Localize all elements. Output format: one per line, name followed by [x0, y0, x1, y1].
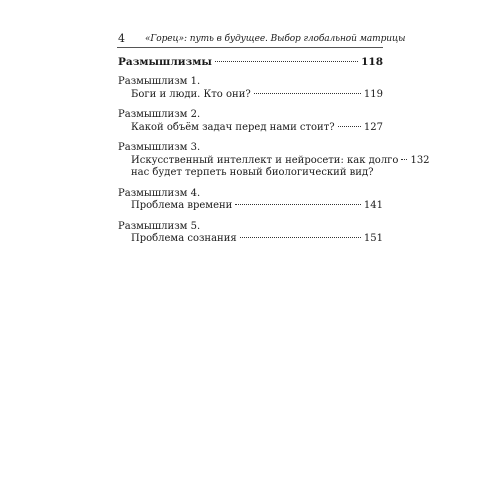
table-of-contents [118, 56, 430, 254]
leader-dots [215, 61, 358, 62]
toc-entry[interactable] [118, 76, 383, 101]
toc-entry[interactable] [118, 109, 383, 134]
entry-page: 127 [363, 121, 383, 133]
entry-title: Боги и люди. Кто они? [131, 88, 251, 100]
entry-title-line: Искусственный интеллект и нейросети: как долго [131, 154, 399, 166]
leader-dots [254, 93, 361, 94]
entry-page: 141 [363, 200, 383, 211]
section-page: 118 [361, 56, 383, 68]
running-head: «Горец»: путь в будущее. Выбор глобальной матрицы [145, 34, 406, 44]
toc-entry[interactable] [118, 221, 383, 246]
toc-entry[interactable] [118, 142, 430, 180]
entry-title-line: нас будет терпеть новый биологический вид? [131, 167, 374, 178]
entry-page: 132 [410, 154, 430, 166]
entry-kicker: Размышлизм 4. [118, 187, 201, 199]
leader-dots [401, 159, 407, 160]
leader-dots [235, 204, 361, 205]
entry-kicker: Размышлизм 5. [118, 220, 201, 232]
leader-dots [240, 237, 361, 238]
leader-dots [338, 126, 361, 127]
entry-page: 119 [363, 88, 383, 100]
entry-page: 151 [363, 233, 383, 244]
entry-kicker: Размышлизм 3. [118, 142, 201, 153]
entry-kicker: Размышлизм 2. [118, 109, 201, 120]
entry-kicker: Размышлизм 1. [118, 76, 201, 87]
page-number: 4 [118, 32, 125, 45]
header-rule [117, 47, 383, 48]
toc-entry[interactable] [118, 188, 383, 213]
section-title: Размышлизмы [118, 56, 212, 68]
entry-title: Какой объём задач перед нами стоит? [131, 121, 335, 133]
entry-title: Проблема сознания [131, 233, 237, 244]
toc-section-row[interactable] [118, 56, 383, 69]
entry-title: Проблема времени [131, 200, 233, 211]
